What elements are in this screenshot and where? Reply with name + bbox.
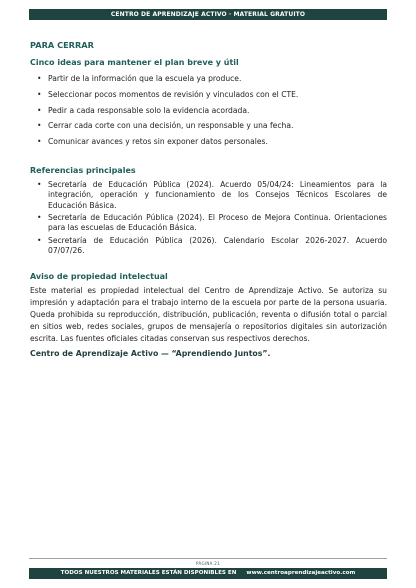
list-item <box>30 180 387 212</box>
closing-section <box>30 40 387 148</box>
ip-notice-body: Este material es propiedad intelectual del Centro de Aprendizaje Activo. Se autoriza su impresión y adaptación para el trabajo interno de la escuela por parte de la persona usuaria. Queda prohibida su reproducción, distribución, publicación, reventa o difusión total o parcial en sitios web, redes sociales, grupos de mensajería o repositorios digitales sin autorización escrita. Las fuentes oficiales citadas conservan sus respectivos derechos. <box>30 285 387 344</box>
footer-banner <box>29 568 387 579</box>
footer-banner-text: TODOS NUESTROS MATERIALES ESTÁN DISPONIBLES EN <box>60 570 237 576</box>
bullet-icon: • <box>37 74 42 83</box>
list-item-text: Comunicar avances y retos sin exponer datos personales. <box>48 137 268 147</box>
list-item-text: Secretaría de Educación Pública (2024). El Proceso de Mejora Continua. Orientaciones para las escuelas de Educación Básica. <box>48 212 387 233</box>
list-item-text: Secretaría de Educación Pública (2026). Calendario Escolar 2026-2027. Acuerdo 07/07/26. <box>48 235 387 256</box>
ideas-subheading: Cinco ideas para mantener el plan breve y útil <box>30 58 239 67</box>
bullet-icon: • <box>37 235 42 245</box>
bullet-icon: • <box>37 105 42 115</box>
page-content <box>30 40 387 359</box>
list-item-text: Cerrar cada corte con una decisión, un responsable y una fecha. <box>48 121 294 131</box>
bullet-icon: • <box>37 137 42 147</box>
list-item-text: Partir de la información que la escuela ya produce. <box>48 74 242 83</box>
footer-website-link[interactable]: www.centroaprendizajeactivo.com <box>246 570 356 576</box>
list-item <box>30 106 387 117</box>
bullet-icon: • <box>37 212 42 222</box>
references-list <box>30 180 387 257</box>
section-title: PARA CERRAR <box>30 40 94 50</box>
bullet-icon: • <box>37 179 42 189</box>
references-section <box>30 165 387 257</box>
list-item-text: Secretaría de Educación Pública (2024). Acuerdo 05/04/24: Lineamientos para la integración, operación y funcionamiento de los Consejos Técnicos Escolares de Educación Básica. <box>48 179 387 210</box>
list-item <box>30 74 387 85</box>
ip-notice-section <box>30 271 387 359</box>
footer-divider <box>29 558 387 559</box>
ip-notice-heading: Aviso de propiedad intelectual <box>30 271 168 281</box>
list-item <box>30 213 387 234</box>
list-item <box>30 137 387 148</box>
list-item-text: Pedir a cada responsable solo la evidencia acordada. <box>48 105 250 115</box>
bullet-icon: • <box>37 121 42 131</box>
bullet-icon: • <box>37 89 42 99</box>
list-item <box>30 236 387 257</box>
page-number: PÁGINA 21 <box>196 561 220 566</box>
references-heading: Referencias principales <box>30 165 136 175</box>
list-item <box>30 121 387 132</box>
header-banner: CENTRO DE APRENDIZAJE ACTIVO · MATERIAL GRATUITO <box>29 9 387 20</box>
signature: Centro de Aprendizaje Activo — “Aprendiendo Juntos”. <box>30 348 271 358</box>
list-item-text: Seleccionar pocos momentos de revisión y vinculados con el CTE. <box>48 89 299 99</box>
list-item <box>30 90 387 101</box>
ideas-list <box>30 74 387 148</box>
